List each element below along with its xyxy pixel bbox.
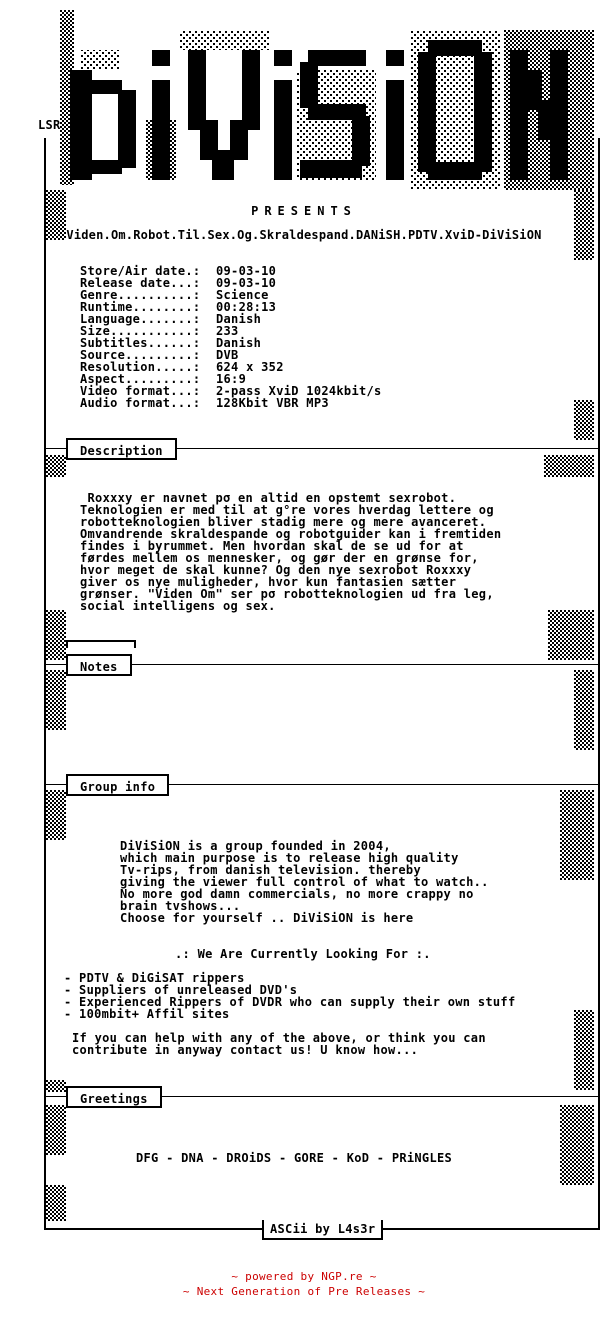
description-line: grønser. "Viden Om" ser pσ robotteknologien ud fra leg, [80,587,494,601]
corner-dither-icon [544,455,594,477]
info-value: 16:9 [216,372,247,386]
description-line: robotteknologien bliver stadig mere og mere avanceret. [80,515,487,529]
looking-for-item: - Suppliers of unreleased DVD's [64,983,298,997]
info-row [80,336,261,348]
info-row [80,348,239,360]
looking-for-item: - PDTV & DiGiSAT rippers [64,971,245,985]
group-info-line: Choose for yourself .. DiViSiON is here [120,911,414,925]
looking-for-item: - Experienced Rippers of DVDR who can supply their own stuff [64,995,516,1009]
info-value: 09-03-10 [216,276,277,290]
looking-for-heading: .: We Are Currently Looking For :. [175,947,431,961]
corner-dither-icon [46,790,66,840]
description-line: giver os nye muligheder, hvor kun fantasien sætter [80,575,457,589]
corner-dither-icon [574,400,594,440]
release-name: Viden.Om.Robot.Til.Sex.Og.Skraldespand.DANiSH.PDTV.XviD-DiViSiON [66,228,542,242]
section-title-description: Description [66,438,177,460]
contact-line: If you can help with any of the above, or think you can [72,1031,486,1045]
description-line: social intelligens og sex. [80,599,276,613]
info-key: Runtime........: [80,300,201,314]
info-key: Video format...: [80,384,201,398]
ascii-credit: ASCii by L4s3r [262,1220,383,1240]
info-value: DVB [216,348,239,362]
info-value: Danish [216,336,262,350]
group-info-line: Tv-rips, from danish television. thereby [120,863,421,877]
corner-dither-icon [560,1105,594,1185]
info-row [80,300,276,312]
group-info-line: No more god damn commercials, no more crappy no [120,887,474,901]
info-row [80,396,329,408]
info-value: 00:28:13 [216,300,277,314]
logo-tagline: LSR [38,118,61,132]
presents-heading: PRESENTS [251,204,357,218]
info-row [80,324,239,336]
info-key: Size...........: [80,324,201,338]
section-title-greetings: Greetings [66,1086,162,1108]
corner-dither-icon [574,670,594,750]
corner-dither-icon [574,190,594,260]
info-value: Science [216,288,269,302]
info-value: 128Kbit VBR MP3 [216,396,329,410]
footer-powered-by: ~ powered by NGP.re ~ [231,1270,377,1283]
info-row [80,312,261,324]
group-info-line: brain tvshows... [120,899,241,913]
corner-dither-icon [46,1105,66,1155]
group-info-line: which main purpose is to release high quality [120,851,459,865]
info-key: Aspect.........: [80,372,201,386]
greetings-list: DFG - DNA - DROiDS - GORE - KoD - PRiNGLES [136,1151,453,1165]
description-line: Omvandrende skraldespande og robotguider kan i fremtiden [80,527,502,541]
info-row [80,360,284,372]
info-value: 2-pass XviD 1024kbit/s [216,384,382,398]
info-row [80,384,382,396]
info-value: 624 x 352 [216,360,284,374]
corner-dither-icon [46,670,66,730]
section-title-group-info: Group info [66,774,169,796]
corner-dither-icon [46,610,66,660]
contact-line: contribute in anyway contact us! U know how... [72,1043,419,1057]
corner-dither-icon [548,610,594,660]
group-info-line: DiViSiON is a group founded in 2004, [120,839,391,853]
info-key: Resolution.....: [80,360,201,374]
info-key: Store/Air date.: [80,264,201,278]
info-key: Release date...: [80,276,201,290]
description-line: Roxxxy er navnet pσ en altid en opstemt sexrobot. [80,491,457,505]
info-row [80,372,246,384]
description-line: Teknologien er med til at g°re vores hverdag lettere og [80,503,494,517]
group-info-line: giving the viewer full control of what to watch.. [120,875,489,889]
tab-cap [66,640,136,648]
corner-dither-icon [46,1080,66,1092]
info-key: Genre..........: [80,288,201,302]
info-value: 233 [216,324,239,338]
info-row [80,276,276,288]
info-key: Subtitles......: [80,336,201,350]
footer-tagline: ~ Next Generation of Pre Releases ~ [182,1285,426,1298]
looking-for-item: - 100mbit+ Affil sites [64,1007,230,1021]
description-line: førdes mellem os mennesker, og gør der en grønse for, [80,551,479,565]
section-title-notes: Notes [66,654,132,676]
corner-dither-icon [574,1010,594,1090]
info-row [80,288,269,300]
corner-dither-icon [46,1185,66,1221]
info-value: 09-03-10 [216,264,277,278]
info-key: Source.........: [80,348,201,362]
info-value: Danish [216,312,262,326]
description-line: findes i byrummet. Men hvordan skal de se ud for at [80,539,464,553]
corner-dither-icon [46,455,66,477]
description-line: hvor meget de skal kunne? Og den nye sexrobot Roxxxy [80,563,472,577]
info-key: Audio format...: [80,396,201,410]
info-key: Language.......: [80,312,201,326]
corner-dither-icon [560,790,594,880]
info-row [80,264,276,276]
